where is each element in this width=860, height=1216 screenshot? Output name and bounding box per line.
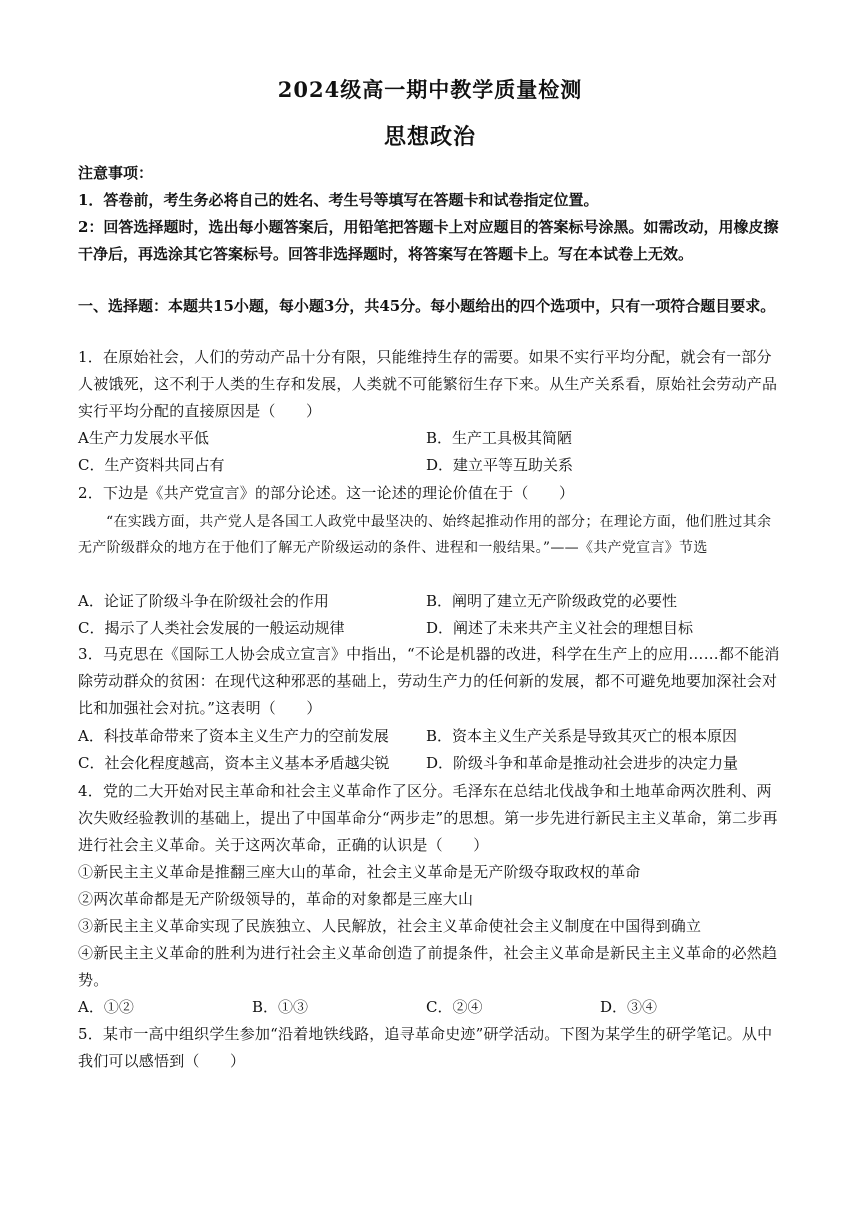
question-3-options	[78, 723, 784, 777]
question-2-quote: “在实践方面，共产党人是各国工人政党中最坚决的、始终起推动作用的部分；在理论方面，他们胜过其余无产阶级群众的地方在于他们了解无产阶级运动的条件、进程和一般结果。”——《共产党宣言》节选	[78, 514, 772, 556]
option: A．论证了阶级斗争在阶级社会的作用	[78, 592, 329, 610]
notice-item-1: 1．答卷前，考生务必将自己的姓名、考生号等填写在答题卡和试卷指定位置。	[78, 191, 599, 209]
option: D．阶级斗争和革命是推动社会进步的决定力量	[426, 754, 739, 772]
question-2-options	[78, 588, 784, 642]
option: C．揭示了人类社会发展的一般运动规律	[78, 619, 345, 637]
option: D．阐述了未来共产主义社会的理想目标	[426, 619, 694, 637]
question-4-options	[78, 994, 784, 1021]
statement: ④新民主主义革命的胜利为进行社会主义革命创造了前提条件，社会主义革命是新民主主义革命的必然趋势。	[78, 944, 778, 989]
statement: ③新民主主义革命实现了民族独立、人民解放，社会主义革命使社会主义制度在中国得到确立	[78, 917, 702, 935]
notice-block	[78, 160, 784, 268]
option: B．阐明了建立无产阶级政党的必要性	[426, 592, 678, 610]
option: A．科技革命带来了资本主义生产力的空前发展	[78, 727, 389, 745]
question-1-options	[78, 425, 784, 479]
option: C．社会化程度越高，资本主义基本矛盾越尖锐	[78, 754, 390, 772]
subject-title: 思想政治	[383, 124, 476, 150]
question-2-stem: 2．下边是《共产党宣言》的部分论述。这一论述的理论价值在于（ ）	[78, 484, 575, 502]
question-1-stem: 1．在原始社会，人们的劳动产品十分有限，只能维持生存的需要。如果不实行平均分配，就会有一部分人被饿死，这不利于人类的生存和发展，人类就不可能繁衍生存下来。从生产关系看，原始社会劳动产品实行平均分配的直接原因是（ ）	[78, 348, 778, 420]
question-5-stem: 5．某市一高中组织学生参加“沿着地铁线路，追寻革命史迹”研学活动。下图为某学生的研学笔记。从中我们可以感悟到（ ）	[78, 1025, 773, 1070]
option: B．资本主义生产关系是导致其灭亡的根本原因	[426, 727, 738, 745]
notice-heading: 注意事项：	[78, 164, 154, 182]
option: C．生产资料共同占有	[78, 456, 225, 474]
statement: ②两次革命都是无产阶级领导的，革命的对象都是三座大山	[78, 890, 474, 908]
option: B．①③	[252, 998, 309, 1016]
notice-item-2: 2：回答选择题时，选出每小题答案后，用铅笔把答题卡上对应题目的答案标号涂黑。如需改动，用橡皮擦干净后，再选涂其它答案标号。回答非选择题时，将答案写在答题卡上。写在本试卷上无效。	[78, 218, 779, 263]
question-4-stem: 4．党的二大开始对民主革命和社会主义革命作了区分。毛泽东在总结北伐战争和土地革命两次胜利、两次失败经验教训的基础上，提出了中国革命分“两步走”的思想。第一步先进行新民主主义革命，第二步再进行社会主义革命。关于这两次革命，正确的认识是（ ）	[78, 782, 778, 854]
option: D．建立平等互助关系	[426, 456, 574, 474]
question-4-statements	[78, 859, 784, 994]
option: D．③④	[600, 998, 658, 1016]
exam-title: 2024级高一期中教学质量检测	[277, 77, 583, 102]
statement: ①新民主主义革命是推翻三座大山的革命，社会主义革命是无产阶级夺取政权的革命	[78, 863, 641, 881]
option: A生产力发展水平低	[78, 429, 209, 447]
option: B．生产工具极其简陋	[426, 429, 573, 447]
option: A．①②	[78, 998, 134, 1016]
option: C．②④	[426, 998, 483, 1016]
section-heading: 一、选择题：本题共15小题，每小题3分，共45分。每小题给出的四个选项中，只有一项符合题目要求。	[78, 297, 776, 315]
question-3-stem: 3．马克思在《国际工人协会成立宣言》中指出，“不论是机器的改进，科学在生产上的应用……都不能消除劳动群众的贫困：在现代这种邪恶的基础上，劳动生产力的任何新的发展，都不可避免地要加深社会对比和加强社会对抗。”这表明（ ）	[78, 645, 780, 717]
